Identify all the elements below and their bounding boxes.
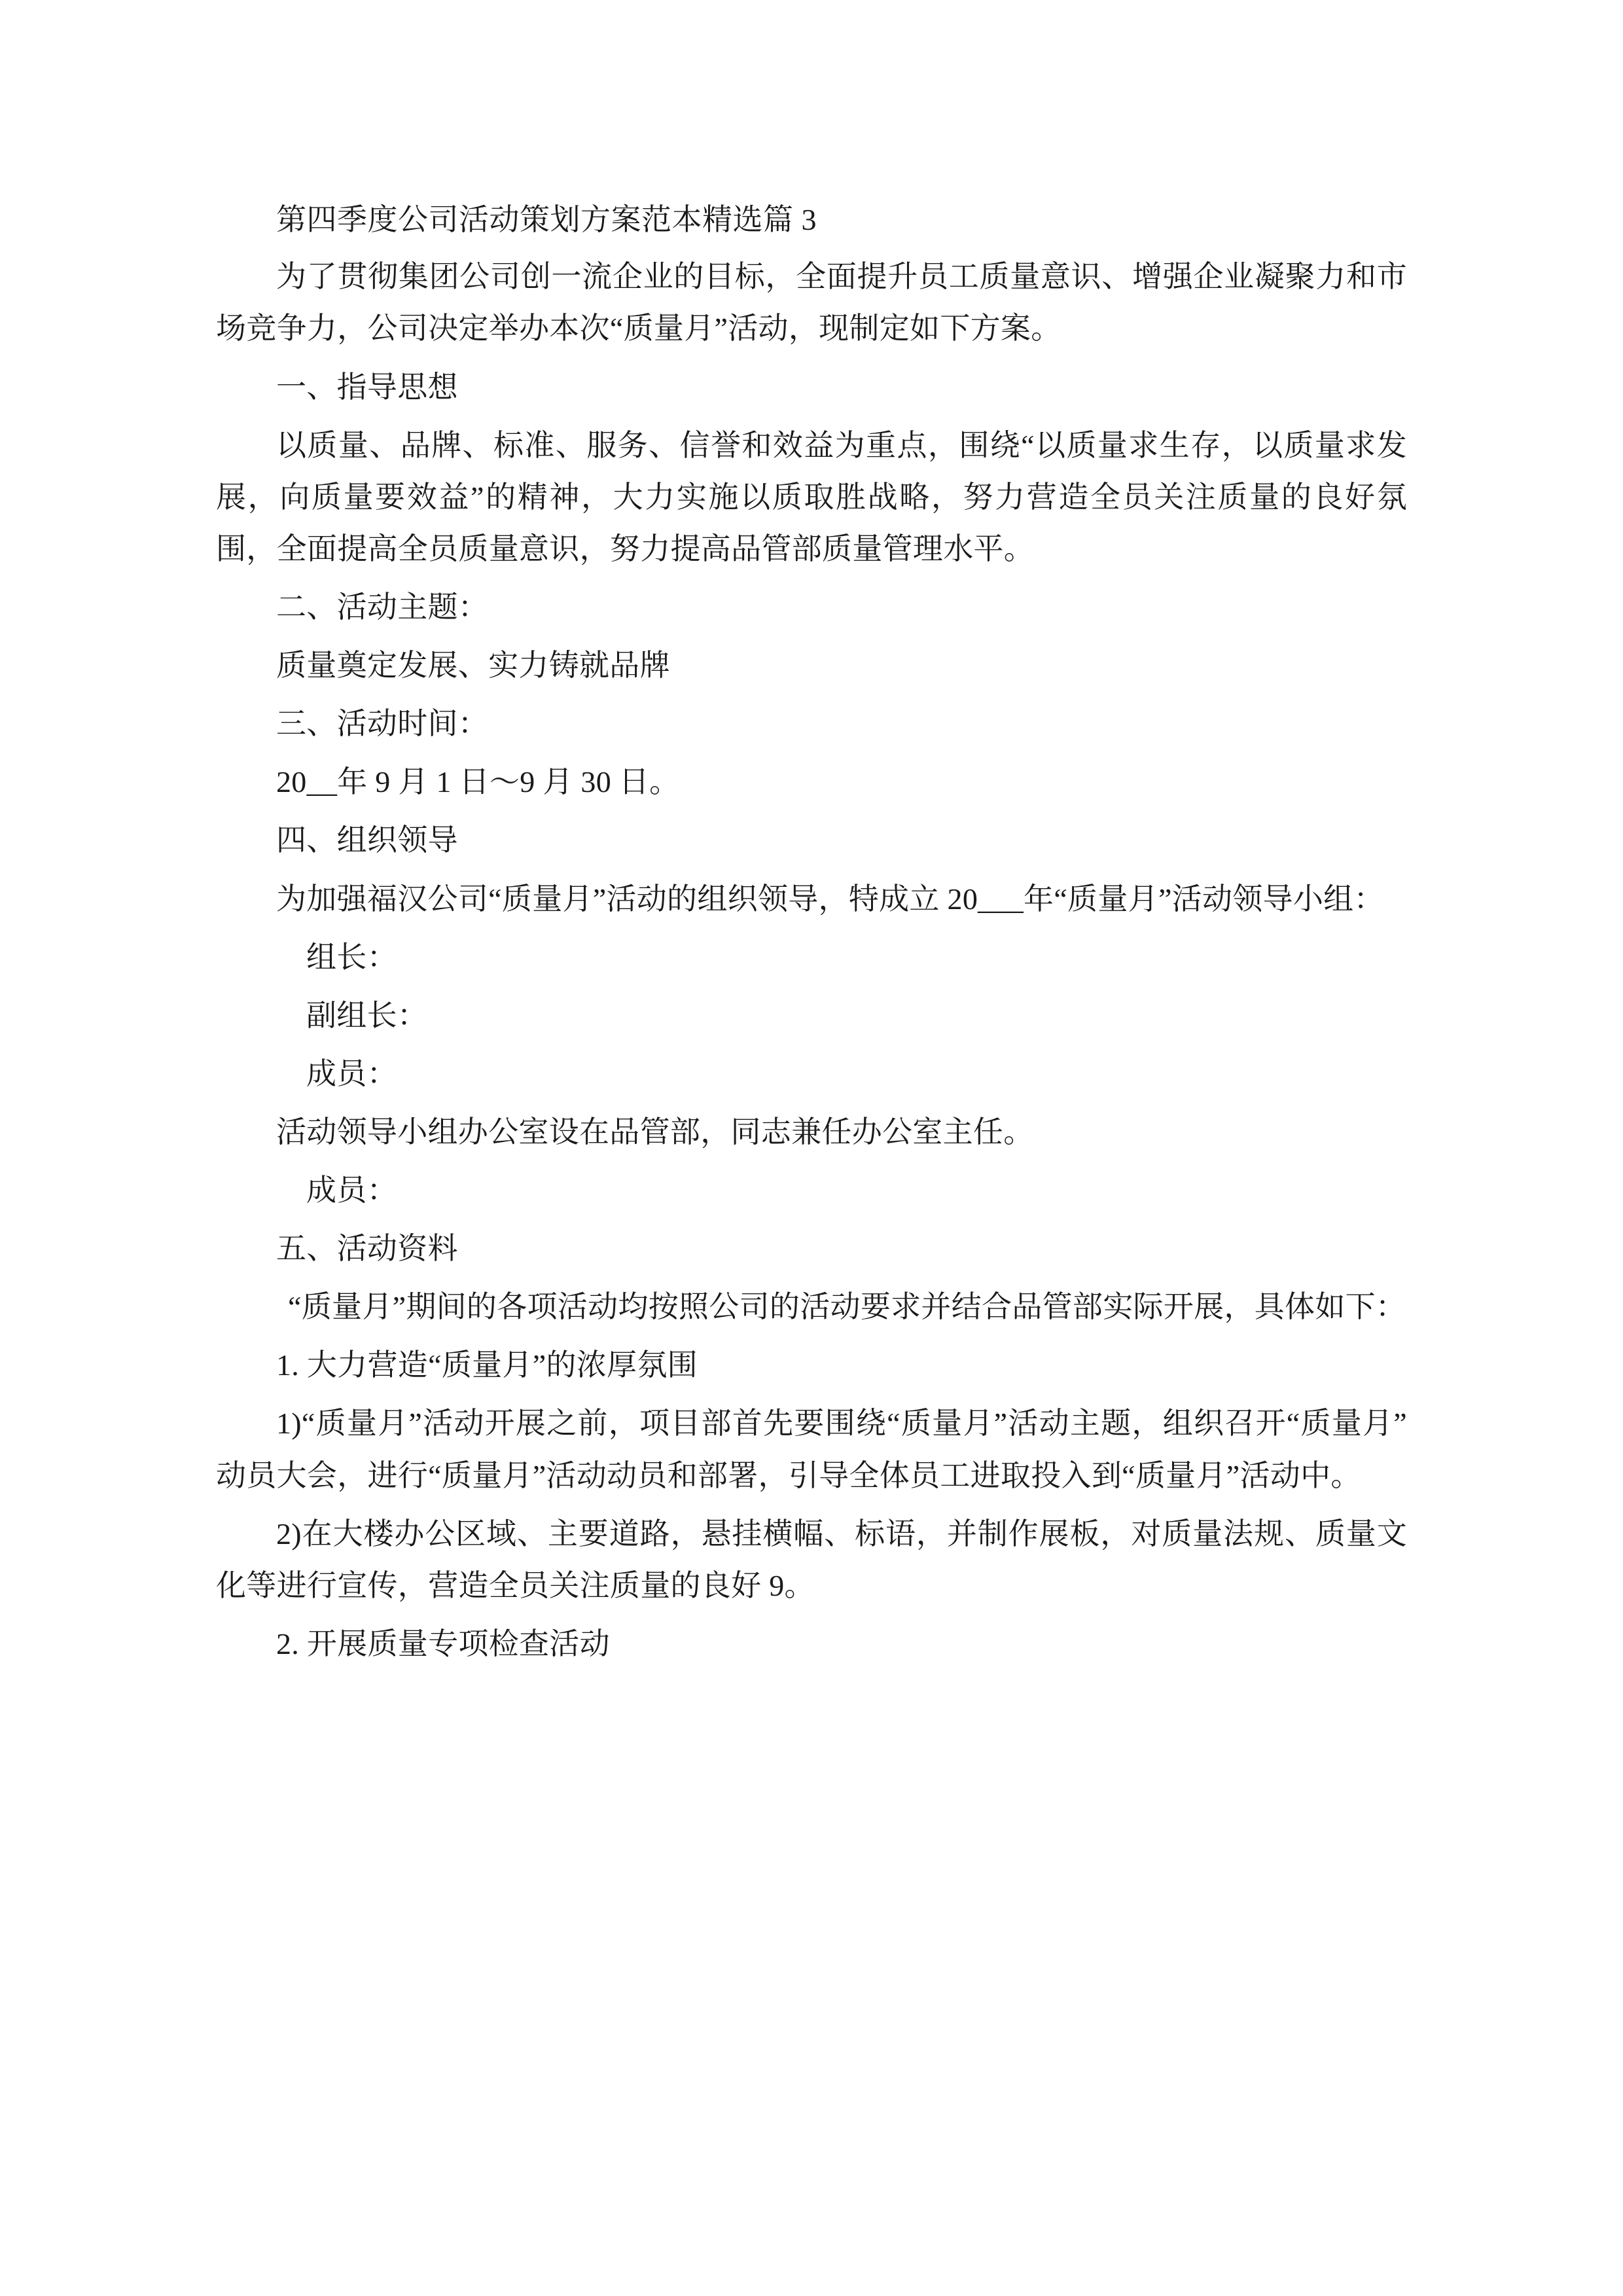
paragraph-section-1-body: 以质量、品牌、标准、服务、信誉和效益为重点，围绕“以质量求生存，以质量求发展，向质量要效益”的精神，大力实施以质取胜战略，努力营造全员关注质量的良好氛围，全面提高全员质量意识，努力提高品管部质量管理水平。 — [216, 428, 1407, 565]
section-heading-3: 三、活动时间： — [276, 707, 489, 741]
paragraph-office-location: 活动领导小组办公室设在品管部，同志兼任办公室主任。 — [276, 1115, 1034, 1149]
paragraph-item-5-2: 2. 开展质量专项检查活动 — [276, 1626, 610, 1660]
paragraph-section-4-body: 为加强福汉公司“质量月”活动的组织领导，特成立 20___年“质量月”活动领导小组： — [276, 882, 1384, 916]
section-heading-5: 五、活动资料 — [276, 1232, 458, 1266]
document-body — [216, 251, 1407, 1670]
paragraph-section-5-body: “质量月”期间的各项活动均按照公司的活动要求并结合品管部实际开展，具体如下： — [288, 1290, 1406, 1324]
paragraph-section-3-body: 20__年 9 月 1 日～9 月 30 日。 — [276, 765, 680, 799]
paragraph-intro: 为了贯彻集团公司创一流企业的目标，全面提升员工质量意识、增强企业凝聚力和市场竞争力，公司决定举办本次“质量月”活动，现制定如下方案。 — [216, 260, 1407, 346]
section-heading-4: 四、组织领导 — [276, 823, 458, 857]
paragraph-section-2-body: 质量奠定发展、实力铸就品牌 — [276, 649, 670, 683]
paragraph-group-leader: 组长： — [306, 940, 397, 974]
paragraph-item-5-1: 1. 大力营造“质量月”的浓厚氛围 — [276, 1348, 698, 1382]
page-title: 第四季度公司活动策划方案范本精选篇 3 — [276, 203, 817, 236]
paragraph-item-5-1-2: 2)在大楼办公区域、主要道路，悬挂横幅、标语，并制作展板，对质量法规、质量文化等进行宣传，营造全员关注质量的良好 9。 — [216, 1516, 1407, 1602]
paragraph-members-2: 成员： — [306, 1174, 397, 1208]
paragraph-members-1: 成员： — [306, 1056, 397, 1090]
section-heading-1: 一、指导思想 — [276, 370, 458, 404]
paragraph-deputy-leader: 副组长： — [306, 998, 428, 1032]
section-heading-2: 二、活动主题： — [276, 590, 489, 624]
paragraph-item-5-1-1: 1)“质量月”活动开展之前，项目部首先要围绕“质量月”活动主题，组织召开“质量月”动员大会，进行“质量月”活动动员和部署，引导全体员工进取投入到“质量月”活动中。 — [216, 1407, 1407, 1492]
